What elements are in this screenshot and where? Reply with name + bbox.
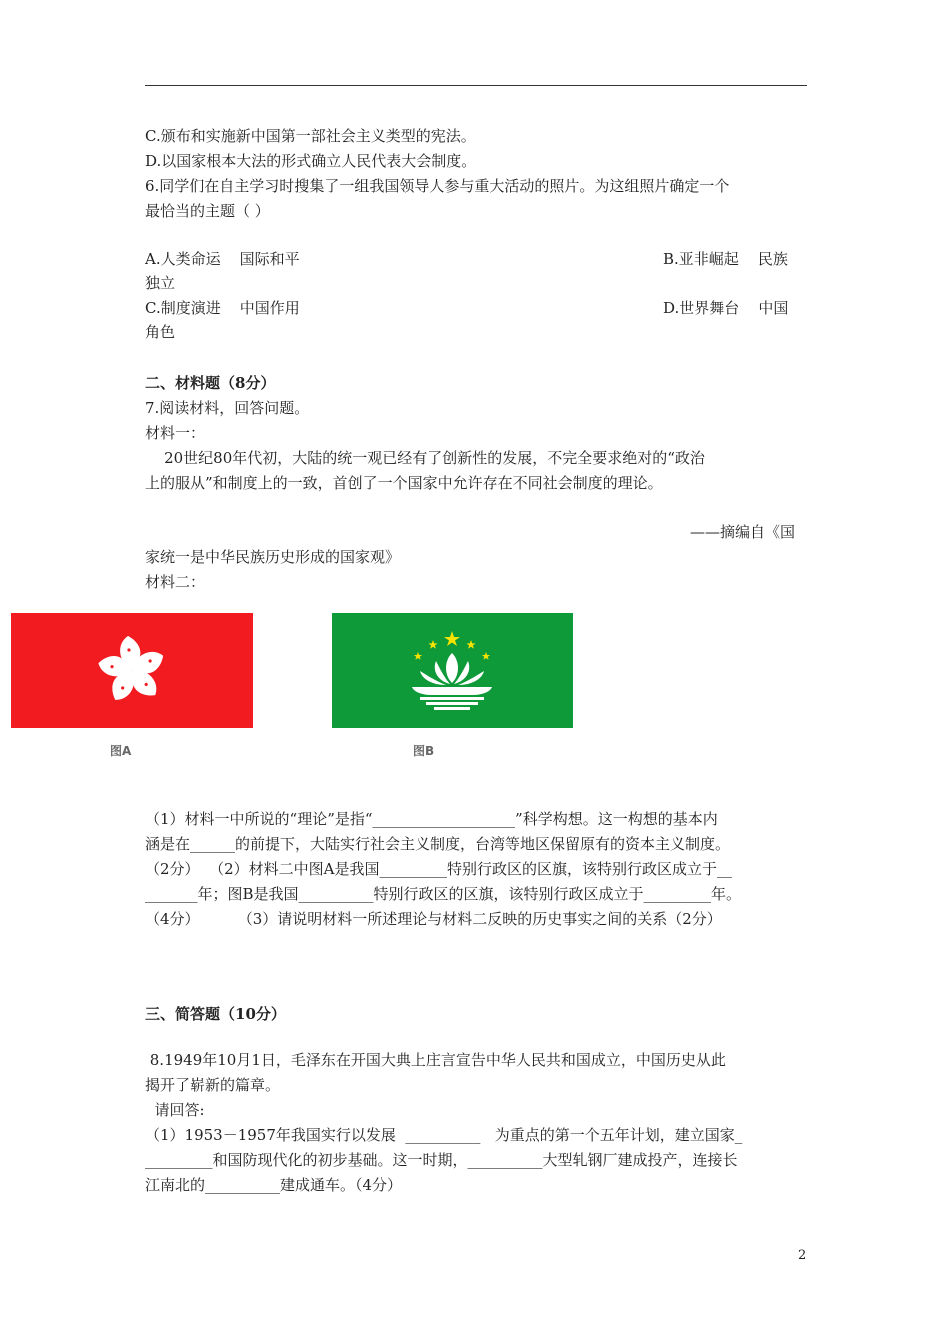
material1-source-line1: ——摘编自《国	[690, 523, 796, 541]
q6-option-d-cont: 角色	[145, 323, 176, 341]
q7-answer-line3: （2分） （2）材料二中图A是我国_________特别行政区的区旗，该特别行政区成立于__	[145, 860, 732, 878]
q6-option-a: A.人类命运 国际和平	[145, 250, 300, 268]
caption-b: 图B	[413, 744, 435, 758]
material1-label: 材料一：	[145, 424, 206, 442]
hong-kong-flag	[11, 613, 253, 728]
q8-blank-line1: （1）1953－1957年我国实行以发展 __________ 为重点的第一个五年计划，建立国家_	[145, 1126, 743, 1144]
q6-option-b-cont: 独立	[145, 274, 176, 292]
material1-line1: 20世纪80年代初，大陆的统一观已经有了创新性的发展，不完全要求绝对的“政治	[145, 449, 705, 467]
q8-prompt: 请回答:	[145, 1101, 205, 1119]
header-rule	[145, 85, 807, 86]
q7-stem: 7.阅读材料，回答问题。	[145, 399, 310, 417]
macau-flag	[332, 613, 573, 728]
q7-answer-line1: （1）材料一中所说的“理论”是指“___________________”科学构想。这一构想的基本内	[145, 810, 718, 828]
material1-line2: 上的服从”和制度上的一致，首创了一个国家中允许存在不同社会制度的理论。	[145, 474, 663, 492]
material2-label: 材料二：	[145, 573, 206, 591]
q7-answer-line2: 涵是在______的前提下，大陆实行社会主义制度，台湾等地区保留原有的资本主义制度。	[145, 835, 731, 853]
q6-stem-line2: 最恰当的主题（ ）	[145, 202, 270, 220]
q8-stem-line2: 揭开了崭新的篇章。	[145, 1076, 281, 1094]
q6-option-c: C.制度演进 中国作用	[145, 299, 300, 317]
section3-heading: 三、简答题（10分）	[145, 1005, 286, 1023]
q5-option-d: D.以国家根本大法的形式确立人民代表大会制度。	[145, 152, 477, 170]
q8-blank-line3: 江南北的__________建成通车。（4分）	[145, 1176, 403, 1194]
caption-a: 图A	[110, 744, 132, 758]
q8-blank-line2: _________和国防现代化的初步基础。这一时期，__________大型轧钢厂建成投产，连接长	[145, 1151, 738, 1169]
page-number: 2	[798, 1248, 807, 1263]
q8-stem-line1: 8.1949年10月1日，毛泽东在开国大典上庄言宣告中华人民共和国成立，中国历史从此	[145, 1051, 726, 1069]
section2-heading: 二、材料题（8分）	[145, 374, 276, 392]
q7-answer-line5: （4分） （3）请说明材料一所述理论与材料二反映的历史事实之间的关系（2分）	[145, 910, 722, 928]
q7-answer-line4: _______年；图B是我国__________特别行政区的区旗，该特别行政区成立于_________年。	[145, 885, 742, 903]
q5-option-c: C.颁布和实施新中国第一部社会主义类型的宪法。	[145, 127, 476, 145]
q6-option-b: B.亚非崛起 民族	[663, 250, 788, 268]
material1-source-line2: 家统一是中华民族历史形成的国家观》	[145, 548, 401, 566]
q6-stem-line1: 6.同学们在自主学习时搜集了一组我国领导人参与重大活动的照片。为这组照片确定一个	[145, 177, 730, 195]
q6-option-d: D.世界舞台 中国	[663, 299, 789, 317]
